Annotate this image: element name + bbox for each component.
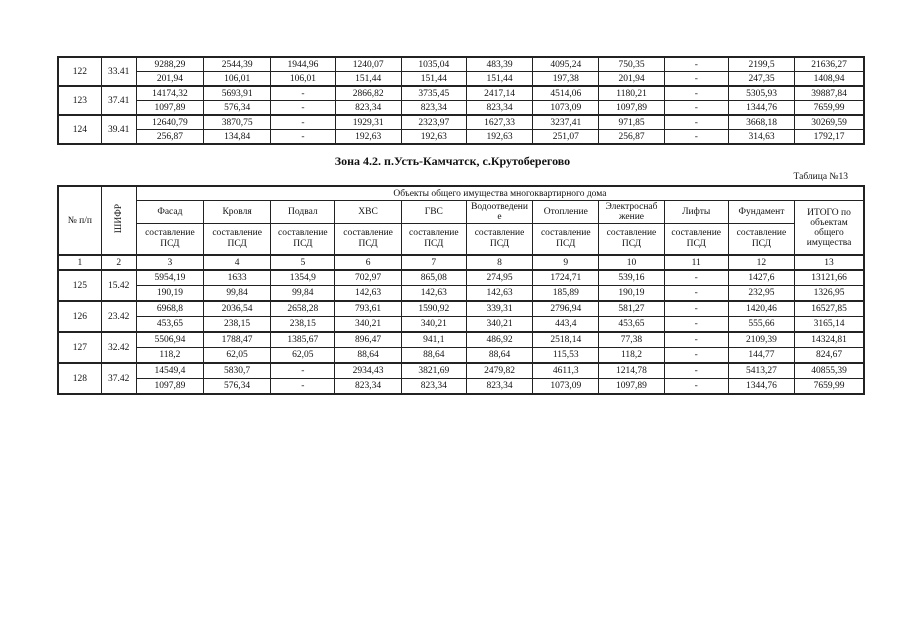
table-cell: 88,64 <box>466 348 532 364</box>
table-cell: 2036,54 <box>204 301 271 317</box>
table-cell: 1344,76 <box>728 379 794 395</box>
table-cell: 1214,78 <box>599 363 664 379</box>
table-cell: 702,97 <box>335 270 401 286</box>
table-cell: 5693,91 <box>204 86 271 101</box>
table-cell: 896,47 <box>335 332 401 348</box>
table-cell: 142,63 <box>335 286 401 302</box>
table-cell: 865,08 <box>401 270 466 286</box>
header-column-name: Лифты <box>664 201 728 224</box>
table-cell: 151,44 <box>335 72 401 87</box>
table-cell: 793,61 <box>335 301 401 317</box>
table-row <box>58 348 864 364</box>
table-cell: 14549,4 <box>136 363 203 379</box>
table-row <box>58 286 864 302</box>
table-cell: - <box>664 115 728 130</box>
table-cell: 2323,97 <box>401 115 466 130</box>
table-row <box>58 130 864 145</box>
main-row-number: 126 <box>58 301 101 332</box>
table-cell: - <box>271 101 335 116</box>
table-cell: 201,94 <box>136 72 203 87</box>
table-cell: 88,64 <box>335 348 401 364</box>
header-no: № п/п <box>58 186 101 255</box>
table-cell: - <box>664 72 728 87</box>
header-column-sub: составление ПСД <box>335 224 401 256</box>
table-cell: 750,35 <box>599 57 664 72</box>
table-cell: 232,95 <box>728 286 794 302</box>
table-cell: 9288,29 <box>136 57 203 72</box>
table-cell: 134,84 <box>204 130 271 145</box>
table-cell: 823,34 <box>401 101 466 116</box>
table-cell: - <box>271 86 335 101</box>
continued-row-code: 37.41 <box>101 86 136 115</box>
header-code-label: ШИФР <box>113 204 124 234</box>
table-cell: 823,34 <box>466 101 532 116</box>
table-cell: 88,64 <box>401 348 466 364</box>
continued-table <box>57 56 865 145</box>
header-column-number: 6 <box>335 255 401 270</box>
header-column-names <box>58 201 864 224</box>
table-cell: 201,94 <box>599 72 664 87</box>
header-column-number: 1 <box>58 255 101 270</box>
main-row-number: 125 <box>58 270 101 301</box>
header-code <box>101 186 136 255</box>
table-cell: 971,85 <box>599 115 664 130</box>
table-cell: 823,34 <box>466 379 532 395</box>
table-cell: 13121,66 <box>795 270 864 286</box>
table-row <box>58 317 864 333</box>
table-cell: 823,34 <box>335 101 401 116</box>
table-cell: 453,65 <box>599 317 664 333</box>
table-cell: 1724,71 <box>533 270 599 286</box>
table-cell: 1590,92 <box>401 301 466 317</box>
table-cell: 62,05 <box>204 348 271 364</box>
table-cell: 144,77 <box>728 348 794 364</box>
table-cell: 576,34 <box>204 101 271 116</box>
main-table-body <box>58 270 864 394</box>
table-row <box>58 332 864 348</box>
table-cell: - <box>664 286 728 302</box>
table-cell: 2934,43 <box>335 363 401 379</box>
table-cell: - <box>664 57 728 72</box>
zone-title: Зона 4.2. п.Усть-Камчатск, с.Крутоберегово <box>334 154 571 168</box>
table-cell: 4611,3 <box>533 363 599 379</box>
table-cell: 340,21 <box>466 317 532 333</box>
header-column-sub: составление ПСД <box>401 224 466 256</box>
header-column-number: 11 <box>664 255 728 270</box>
header-column-name: Отопление <box>533 201 599 224</box>
table-cell: - <box>664 130 728 145</box>
table-cell: 576,34 <box>204 379 271 395</box>
table-cell: 118,2 <box>136 348 203 364</box>
table-cell: - <box>664 301 728 317</box>
table-row <box>58 57 864 72</box>
header-column-sub: составление ПСД <box>533 224 599 256</box>
table-cell: 339,31 <box>466 301 532 317</box>
table-cell: 1326,95 <box>795 286 864 302</box>
header-column-name: ХВС <box>335 201 401 224</box>
table-cell: 5413,27 <box>728 363 794 379</box>
table-cell: 1180,21 <box>599 86 664 101</box>
table-cell: 941,1 <box>401 332 466 348</box>
table-cell: 3237,41 <box>533 115 599 130</box>
table-cell: 581,27 <box>599 301 664 317</box>
table-cell: - <box>271 363 335 379</box>
continued-row-number: 123 <box>58 86 101 115</box>
table-cell: 3668,18 <box>728 115 794 130</box>
table-cell: 3165,14 <box>795 317 864 333</box>
header-column-number: 7 <box>401 255 466 270</box>
header-column-number: 4 <box>204 255 271 270</box>
table-cell: 106,01 <box>204 72 271 87</box>
header-column-number: 10 <box>599 255 664 270</box>
table-cell: 1788,47 <box>204 332 271 348</box>
header-column-sub: составление ПСД <box>136 224 203 256</box>
table-cell: 453,65 <box>136 317 203 333</box>
table-cell: 1627,33 <box>466 115 532 130</box>
header-column-name: ИТОГО по объектам общего имущества <box>795 201 864 256</box>
table-cell: - <box>664 270 728 286</box>
table-cell: 62,05 <box>271 348 335 364</box>
table-cell: 12640,79 <box>136 115 203 130</box>
table-row <box>58 72 864 87</box>
table-cell: 555,66 <box>728 317 794 333</box>
table-cell: 1097,89 <box>136 379 203 395</box>
table-cell: 443,4 <box>533 317 599 333</box>
table-cell: - <box>664 348 728 364</box>
table-cell: 824,67 <box>795 348 864 364</box>
table-cell: 2109,39 <box>728 332 794 348</box>
table-label: Таблица №13 <box>793 172 848 182</box>
table-cell: - <box>271 115 335 130</box>
header-column-number: 5 <box>271 255 335 270</box>
table-cell: 99,84 <box>271 286 335 302</box>
header-column-name: Кровля <box>204 201 271 224</box>
table-cell: 115,53 <box>533 348 599 364</box>
header-column-number: 9 <box>533 255 599 270</box>
table-cell: - <box>664 379 728 395</box>
header-column-number: 8 <box>466 255 532 270</box>
table-cell: 4514,06 <box>533 86 599 101</box>
table-cell: 197,38 <box>533 72 599 87</box>
table-cell: 238,15 <box>271 317 335 333</box>
table-cell: - <box>664 317 728 333</box>
header-column-sub: составление ПСД <box>466 224 532 256</box>
table-cell: 40855,39 <box>795 363 864 379</box>
table-cell: 314,63 <box>728 130 794 145</box>
header-column-sub: составление ПСД <box>728 224 794 256</box>
table-cell: 4095,24 <box>533 57 599 72</box>
table-cell: - <box>664 86 728 101</box>
table-cell: 5830,7 <box>204 363 271 379</box>
table-row <box>58 86 864 101</box>
header-column-name: Фасад <box>136 201 203 224</box>
table-cell: 1929,31 <box>335 115 401 130</box>
table-cell: 1097,89 <box>136 101 203 116</box>
table-cell: 256,87 <box>136 130 203 145</box>
table-cell: 256,87 <box>599 130 664 145</box>
header-column-name: Водоотведени е <box>466 201 532 224</box>
header-column-sub: составление ПСД <box>664 224 728 256</box>
table-cell: 2866,82 <box>335 86 401 101</box>
table-cell: 14174,32 <box>136 86 203 101</box>
table-cell: 5506,94 <box>136 332 203 348</box>
table-cell: 192,63 <box>401 130 466 145</box>
table-cell: 16527,85 <box>795 301 864 317</box>
main-row-number: 127 <box>58 332 101 363</box>
table-row <box>58 379 864 395</box>
main-table <box>57 185 865 395</box>
table-cell: 1035,04 <box>401 57 466 72</box>
table-cell: 77,38 <box>599 332 664 348</box>
continued-row-code: 33.41 <box>101 57 136 86</box>
table-cell: - <box>664 363 728 379</box>
table-cell: 1073,09 <box>533 379 599 395</box>
table-cell: 192,63 <box>466 130 532 145</box>
table-cell: 823,34 <box>335 379 401 395</box>
table-cell: 1427,6 <box>728 270 794 286</box>
table-cell: - <box>271 379 335 395</box>
table-cell: 190,19 <box>599 286 664 302</box>
table-cell: 1633 <box>204 270 271 286</box>
table-cell: 142,63 <box>466 286 532 302</box>
table-cell: 1354,9 <box>271 270 335 286</box>
table-cell: 30269,59 <box>795 115 864 130</box>
table-cell: 2544,39 <box>204 57 271 72</box>
table-cell: 39887,84 <box>795 86 864 101</box>
header-column-number: 3 <box>136 255 203 270</box>
table-cell: 185,89 <box>533 286 599 302</box>
table-cell: 238,15 <box>204 317 271 333</box>
table-row <box>58 363 864 379</box>
table-cell: 118,2 <box>599 348 664 364</box>
header-column-number: 2 <box>101 255 136 270</box>
table-cell: 106,01 <box>271 72 335 87</box>
header-column-sub: составление ПСД <box>599 224 664 256</box>
table-cell: 1073,09 <box>533 101 599 116</box>
table-cell: 483,39 <box>466 57 532 72</box>
table-cell: 274,95 <box>466 270 532 286</box>
main-row-number: 128 <box>58 363 101 394</box>
table-cell: 2199,5 <box>728 57 794 72</box>
main-row-code: 32.42 <box>101 332 136 363</box>
main-row-code: 37.42 <box>101 363 136 394</box>
continued-row-number: 124 <box>58 115 101 144</box>
main-table-header <box>58 186 864 270</box>
table-cell: 340,21 <box>401 317 466 333</box>
table-row <box>58 301 864 317</box>
table-cell: 192,63 <box>335 130 401 145</box>
header-column-sub: составление ПСД <box>271 224 335 256</box>
header-column-name: Фундамент <box>728 201 794 224</box>
table-cell: 14324,81 <box>795 332 864 348</box>
continued-row-code: 39.41 <box>101 115 136 144</box>
main-row-code: 15.42 <box>101 270 136 301</box>
table-cell: 99,84 <box>204 286 271 302</box>
table-cell: 151,44 <box>401 72 466 87</box>
table-cell: 2658,28 <box>271 301 335 317</box>
table-cell: 1344,76 <box>728 101 794 116</box>
main-row-code: 23.42 <box>101 301 136 332</box>
table-cell: 1944,96 <box>271 57 335 72</box>
header-column-sub: составление ПСД <box>204 224 271 256</box>
header-group: Объекты общего имущества многоквартирного дома <box>136 186 864 201</box>
table-cell: 3870,75 <box>204 115 271 130</box>
continued-table-body <box>58 57 864 144</box>
header-column-subs <box>58 224 864 256</box>
table-cell: 2796,94 <box>533 301 599 317</box>
header-column-number: 12 <box>728 255 794 270</box>
table-cell: 539,16 <box>599 270 664 286</box>
table-cell: 1408,94 <box>795 72 864 87</box>
table-cell: 247,35 <box>728 72 794 87</box>
table-row <box>58 270 864 286</box>
table-cell: 5305,93 <box>728 86 794 101</box>
table-cell: 7659,99 <box>795 101 864 116</box>
table-cell: 823,34 <box>401 379 466 395</box>
table-cell: 2479,82 <box>466 363 532 379</box>
table-cell: - <box>664 332 728 348</box>
table-cell: - <box>271 130 335 145</box>
table-cell: - <box>664 101 728 116</box>
table-cell: 1792,17 <box>795 130 864 145</box>
table-cell: 3821,69 <box>401 363 466 379</box>
table-cell: 251,07 <box>533 130 599 145</box>
table-cell: 5954,19 <box>136 270 203 286</box>
table-cell: 1097,89 <box>599 101 664 116</box>
header-column-name: Подвал <box>271 201 335 224</box>
header-column-name: Электроснаб жение <box>599 201 664 224</box>
table-row <box>58 115 864 130</box>
table-cell: 340,21 <box>335 317 401 333</box>
table-cell: 2518,14 <box>533 332 599 348</box>
table-cell: 2417,14 <box>466 86 532 101</box>
table-cell: 1385,67 <box>271 332 335 348</box>
table-cell: 21636,27 <box>795 57 864 72</box>
table-row <box>58 101 864 116</box>
header-column-name: ГВС <box>401 201 466 224</box>
table-cell: 1420,46 <box>728 301 794 317</box>
table-cell: 1240,07 <box>335 57 401 72</box>
table-cell: 1097,89 <box>599 379 664 395</box>
table-cell: 486,92 <box>466 332 532 348</box>
header-column-number: 13 <box>795 255 864 270</box>
table-cell: 7659,99 <box>795 379 864 395</box>
table-cell: 6968,8 <box>136 301 203 317</box>
table-cell: 190,19 <box>136 286 203 302</box>
table-cell: 142,63 <box>401 286 466 302</box>
continued-row-number: 122 <box>58 57 101 86</box>
table-cell: 3735,45 <box>401 86 466 101</box>
table-cell: 151,44 <box>466 72 532 87</box>
header-column-numbers <box>58 255 864 270</box>
